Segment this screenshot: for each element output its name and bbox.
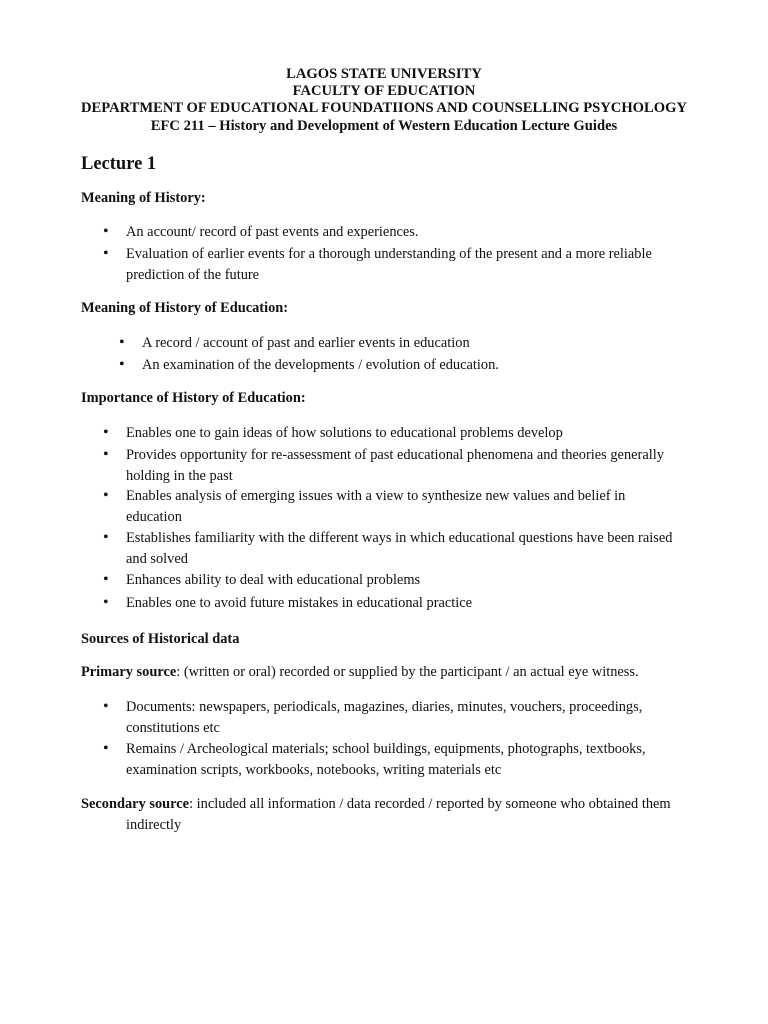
- bullet-icon: •: [119, 334, 125, 351]
- bullet-icon: •: [103, 529, 109, 546]
- list-item-continuation: holding in the past: [126, 468, 233, 484]
- list-item: Enables one to avoid future mistakes in educational practice: [126, 595, 473, 611]
- bullet-icon: •: [103, 487, 109, 504]
- lecture-title: Lecture 1: [81, 154, 157, 174]
- primary-source-paragraph: [81, 662, 639, 683]
- bullet-icon: •: [103, 446, 109, 463]
- primary-source-text: : (written or oral) recorded or supplied by the participant / an actual eye witness.: [176, 664, 639, 680]
- list-item-continuation: constitutions etc: [126, 720, 220, 736]
- secondary-source-paragraph: [81, 794, 671, 815]
- list-item: Enables analysis of emerging issues with a view to synthesize new values and belief in: [126, 488, 626, 504]
- bullet-icon: •: [103, 740, 109, 757]
- list-item-continuation: and solved: [126, 551, 188, 567]
- bullet-icon: •: [103, 223, 109, 240]
- list-item-continuation: education: [126, 509, 182, 525]
- list-item: Enhances ability to deal with educational problems: [126, 572, 421, 588]
- faculty-name: FACULTY OF EDUCATION: [292, 83, 476, 99]
- list-item: An account/ record of past events and experiences.: [126, 224, 419, 240]
- secondary-source-label: Secondary source: [81, 796, 190, 812]
- university-name: LAGOS STATE UNIVERSITY: [286, 66, 482, 82]
- section-heading-meaning-of-history: Meaning of History:: [81, 190, 206, 206]
- department-name: DEPARTMENT OF EDUCATIONAL FOUNDATIIONS AND COUNSELLING PSYCHOLOGY: [80, 100, 687, 116]
- bullet-icon: •: [103, 424, 109, 441]
- list-item: Documents: newspapers, periodicals, magazines, diaries, minutes, vouchers, proceedings,: [126, 699, 643, 715]
- secondary-source-continuation: indirectly: [126, 817, 182, 833]
- bullet-icon: •: [119, 356, 125, 373]
- course-title: EFC 211 – History and Development of Western Education Lecture Guides: [150, 118, 618, 134]
- list-item: An examination of the developments / evolution of education.: [142, 357, 499, 373]
- section-heading-meaning-of-history-of-education: Meaning of History of Education:: [81, 300, 289, 316]
- list-item-continuation: examination scripts, workbooks, notebooks, writing materials etc: [126, 762, 502, 778]
- bullet-icon: •: [103, 245, 109, 262]
- list-item: Remains / Archeological materials; school buildings, equipments, photographs, textbooks,: [126, 741, 646, 757]
- list-item-continuation: prediction of the future: [126, 267, 260, 283]
- section-heading-sources: Sources of Historical data: [81, 631, 240, 647]
- bullet-icon: •: [103, 571, 109, 588]
- list-item: Provides opportunity for re-assessment of past educational phenomena and theories generally: [126, 447, 664, 463]
- section-heading-importance: Importance of History of Education:: [81, 390, 306, 406]
- list-item: A record / account of past and earlier events in education: [142, 335, 470, 351]
- list-item: Establishes familiarity with the different ways in which educational questions have been raised: [126, 530, 673, 546]
- bullet-icon: •: [103, 698, 109, 715]
- list-item: Evaluation of earlier events for a thorough understanding of the present and a more reliable: [126, 246, 652, 262]
- list-item: Enables one to gain ideas of how solutions to educational problems develop: [126, 425, 563, 441]
- secondary-source-text: : included all information / data recorded / reported by someone who obtained them: [189, 796, 671, 812]
- bullet-icon: •: [103, 594, 109, 611]
- primary-source-label: Primary source: [81, 664, 177, 680]
